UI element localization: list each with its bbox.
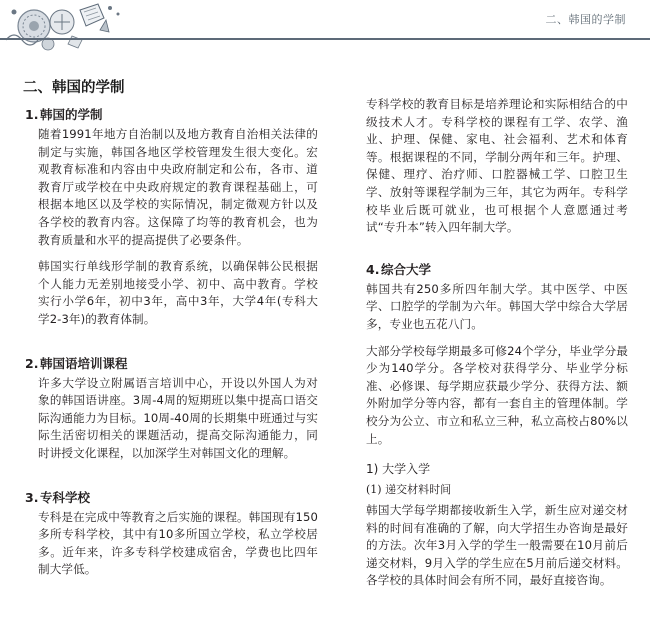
subsection-item: (1) 递交材料时间 bbox=[366, 483, 452, 497]
section-title: 综合大学 bbox=[381, 261, 432, 277]
section-4 bbox=[366, 261, 628, 590]
section-title: 韩国语培训课程 bbox=[40, 355, 128, 371]
page-title: 二、韩国的学制 bbox=[23, 80, 125, 96]
paragraph: 韩国大学每学期都接收新生入学，新生应对递交材料的时间有准确的了解，向大学招生办咨询是最好的方法。次年3月入学的学生一般需要在10月前后递交材料，9月入学的学生应在5月前后递交材料。各学校的具体时间会有所不同，最好直接咨询。 bbox=[366, 503, 628, 588]
right-column bbox=[366, 96, 628, 599]
left-column bbox=[25, 106, 318, 588]
section-3 bbox=[25, 489, 318, 579]
subsection-heading: 1) 大学入学 bbox=[366, 462, 431, 477]
header-rule bbox=[0, 38, 650, 40]
paragraph: 韩国实行单线形学制的教育系统，以确保韩公民根据个人能力无差别地接受小学、初中、高中教育。学校实行小学6年，初中3年，高中3年，大学4年(专科大学2-3年)的教育体制。 bbox=[38, 259, 318, 326]
section-title: 韩国的学制 bbox=[40, 107, 103, 122]
paragraph: 随着1991年地方自治制以及地方教育自治相关法律的制定与实施，韩国各地区学校管理发生很大变化。宏观教育标准和内容由中央政府制定和公布，各市、道教育厅或学校在中央政府规定的教育课程基础上，可根据本地区以及学校的实际情况，制定微观方针以及各学校的教育内容。这保障了均等的教育机会，也为教育质量和水平的提高提供了必要条件。 bbox=[38, 127, 318, 247]
header-decoration-icon bbox=[0, 0, 130, 52]
running-header: 二、韩国的学制 bbox=[545, 13, 626, 26]
section-2 bbox=[25, 355, 318, 463]
section-title: 专科学校 bbox=[40, 489, 91, 505]
paragraph: 韩国共有250多所四年制大学。其中医学、中医学、口腔学的学制为六年。韩国大学中综合大学居多，专业也五花八门。 bbox=[366, 281, 628, 331]
paragraph: 专科学校的教育目标是培养理论和实际相结合的中级技术人才。专科学校的课程有工学、农学、渔业、护理、保健、家电、社会福利、艺术和体育等。根据课程的不同，学制分两年和三年。护理、保健、理疗、治疗师、口腔器械工学、口腔卫生学、放射等课程学制为三年，其它为两年。专科学校毕业后既可就业，也可根据个人意愿通过考试“专升本”转入四年制大学。 bbox=[366, 97, 628, 235]
header-band bbox=[0, 0, 650, 40]
section-number: 3. bbox=[25, 489, 39, 505]
section-heading bbox=[25, 489, 318, 507]
section-heading bbox=[25, 355, 318, 373]
section-1 bbox=[25, 106, 318, 329]
section-number: 2. bbox=[25, 355, 39, 371]
paragraph: 大部分学校每学期最多可修24个学分，毕业学分最少为140学分。各学校对获得学分、毕业学分标准、必修课、每学期应获最少学分、获得方法、额外附加学分等内容，都有一套自主的管理体制。学校分为公立、市立和私立三种，私立高校占80%以上。 bbox=[366, 343, 628, 446]
paragraph: 许多大学设立附属语言培训中心，开设以外国人为对象的韩国语讲座。3周-4周的短期班以集中提高口语交际沟通能力为目标。10周-40周的长期集中班通过与实际生活密切相关的课题活动，提高交际沟通能力，同时讲授文化课程，以加深学生对韩国文化的理解。 bbox=[38, 375, 318, 460]
section-number: 4. bbox=[366, 261, 380, 277]
section-number: 1. bbox=[25, 107, 39, 122]
section-heading bbox=[366, 261, 628, 279]
paragraph: 专科是在完成中等教育之后实施的课程。韩国现有150多所专科学校，其中有10多所国立学校，私立学校居多。近年来，许多专科学校建成宿舍，学费也比四年制大学低。 bbox=[38, 509, 318, 577]
section-heading bbox=[25, 106, 318, 124]
